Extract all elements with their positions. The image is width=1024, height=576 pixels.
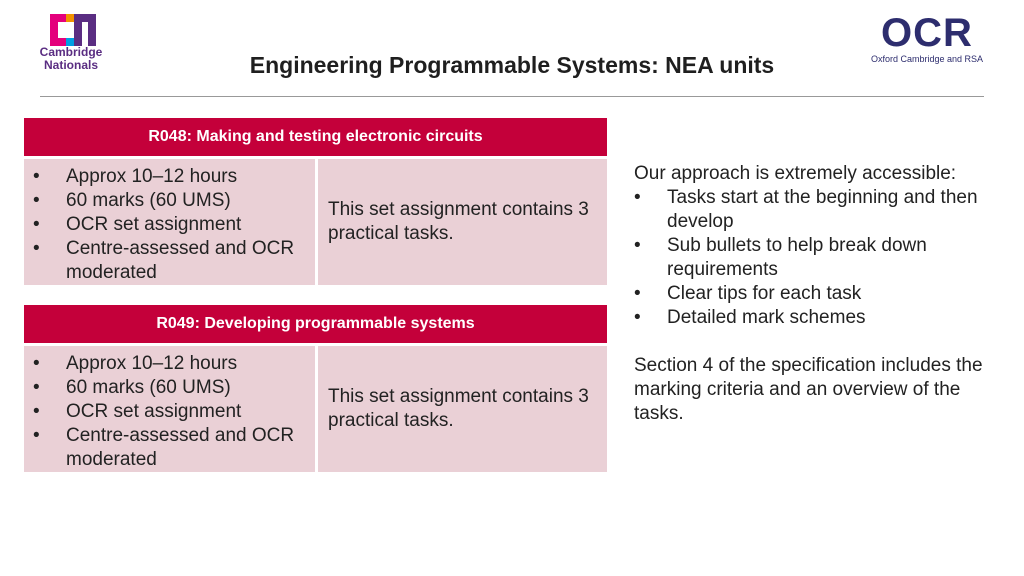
list-item: • Tasks start at the beginning and then develop — [634, 186, 994, 234]
approach-panel — [634, 162, 994, 426]
list-item: • Detailed mark schemes — [634, 306, 994, 330]
approach-bullet-list — [634, 186, 994, 330]
list-item: • 60 marks (60 UMS) — [24, 189, 315, 213]
list-item: • Centre-assessed and OCR moderated — [24, 237, 315, 285]
approach-intro: Our approach is extremely accessible: — [634, 163, 957, 184]
list-item: • Sub bullets to help break down requirements — [634, 234, 994, 282]
title-divider — [40, 96, 984, 97]
unit-body — [24, 346, 607, 472]
unit-heading: R048: Making and testing electronic circuits — [24, 118, 607, 156]
list-item: • OCR set assignment — [24, 213, 315, 237]
unit-bullet-list — [24, 165, 315, 285]
list-item: • Approx 10–12 hours — [24, 352, 315, 376]
unit-card-r048 — [24, 118, 607, 285]
unit-bullet-list — [24, 352, 315, 472]
ocr-logo-word: OCR — [881, 11, 973, 55]
approach-closing: Section 4 of the specification includes the marking criteria and an overview of the tasks. — [634, 355, 983, 424]
list-item: • Clear tips for each task — [634, 282, 994, 306]
list-item: • 60 marks (60 UMS) — [24, 376, 315, 400]
page-title: Engineering Programmable Systems: NEA units — [249, 52, 775, 78]
unit-note — [318, 159, 607, 285]
list-item: • Centre-assessed and OCR moderated — [24, 424, 315, 472]
list-item: • OCR set assignment — [24, 400, 315, 424]
unit-card-r049 — [24, 305, 607, 472]
unit-note-text: This set assignment contains 3 practical tasks. — [328, 386, 589, 431]
unit-note-text: This set assignment contains 3 practical tasks. — [328, 199, 589, 244]
unit-note — [318, 346, 607, 472]
cn-logo-line1: Cambridge — [39, 45, 103, 59]
list-item: • Approx 10–12 hours — [24, 165, 315, 189]
unit-details — [24, 159, 315, 285]
unit-heading: R049: Developing programmable systems — [24, 305, 607, 343]
unit-details — [24, 346, 315, 472]
cn-logo-line2: Nationals — [43, 58, 98, 72]
ocr-logo-subtitle: Oxford Cambridge and RSA — [870, 54, 984, 64]
unit-body — [24, 159, 607, 285]
